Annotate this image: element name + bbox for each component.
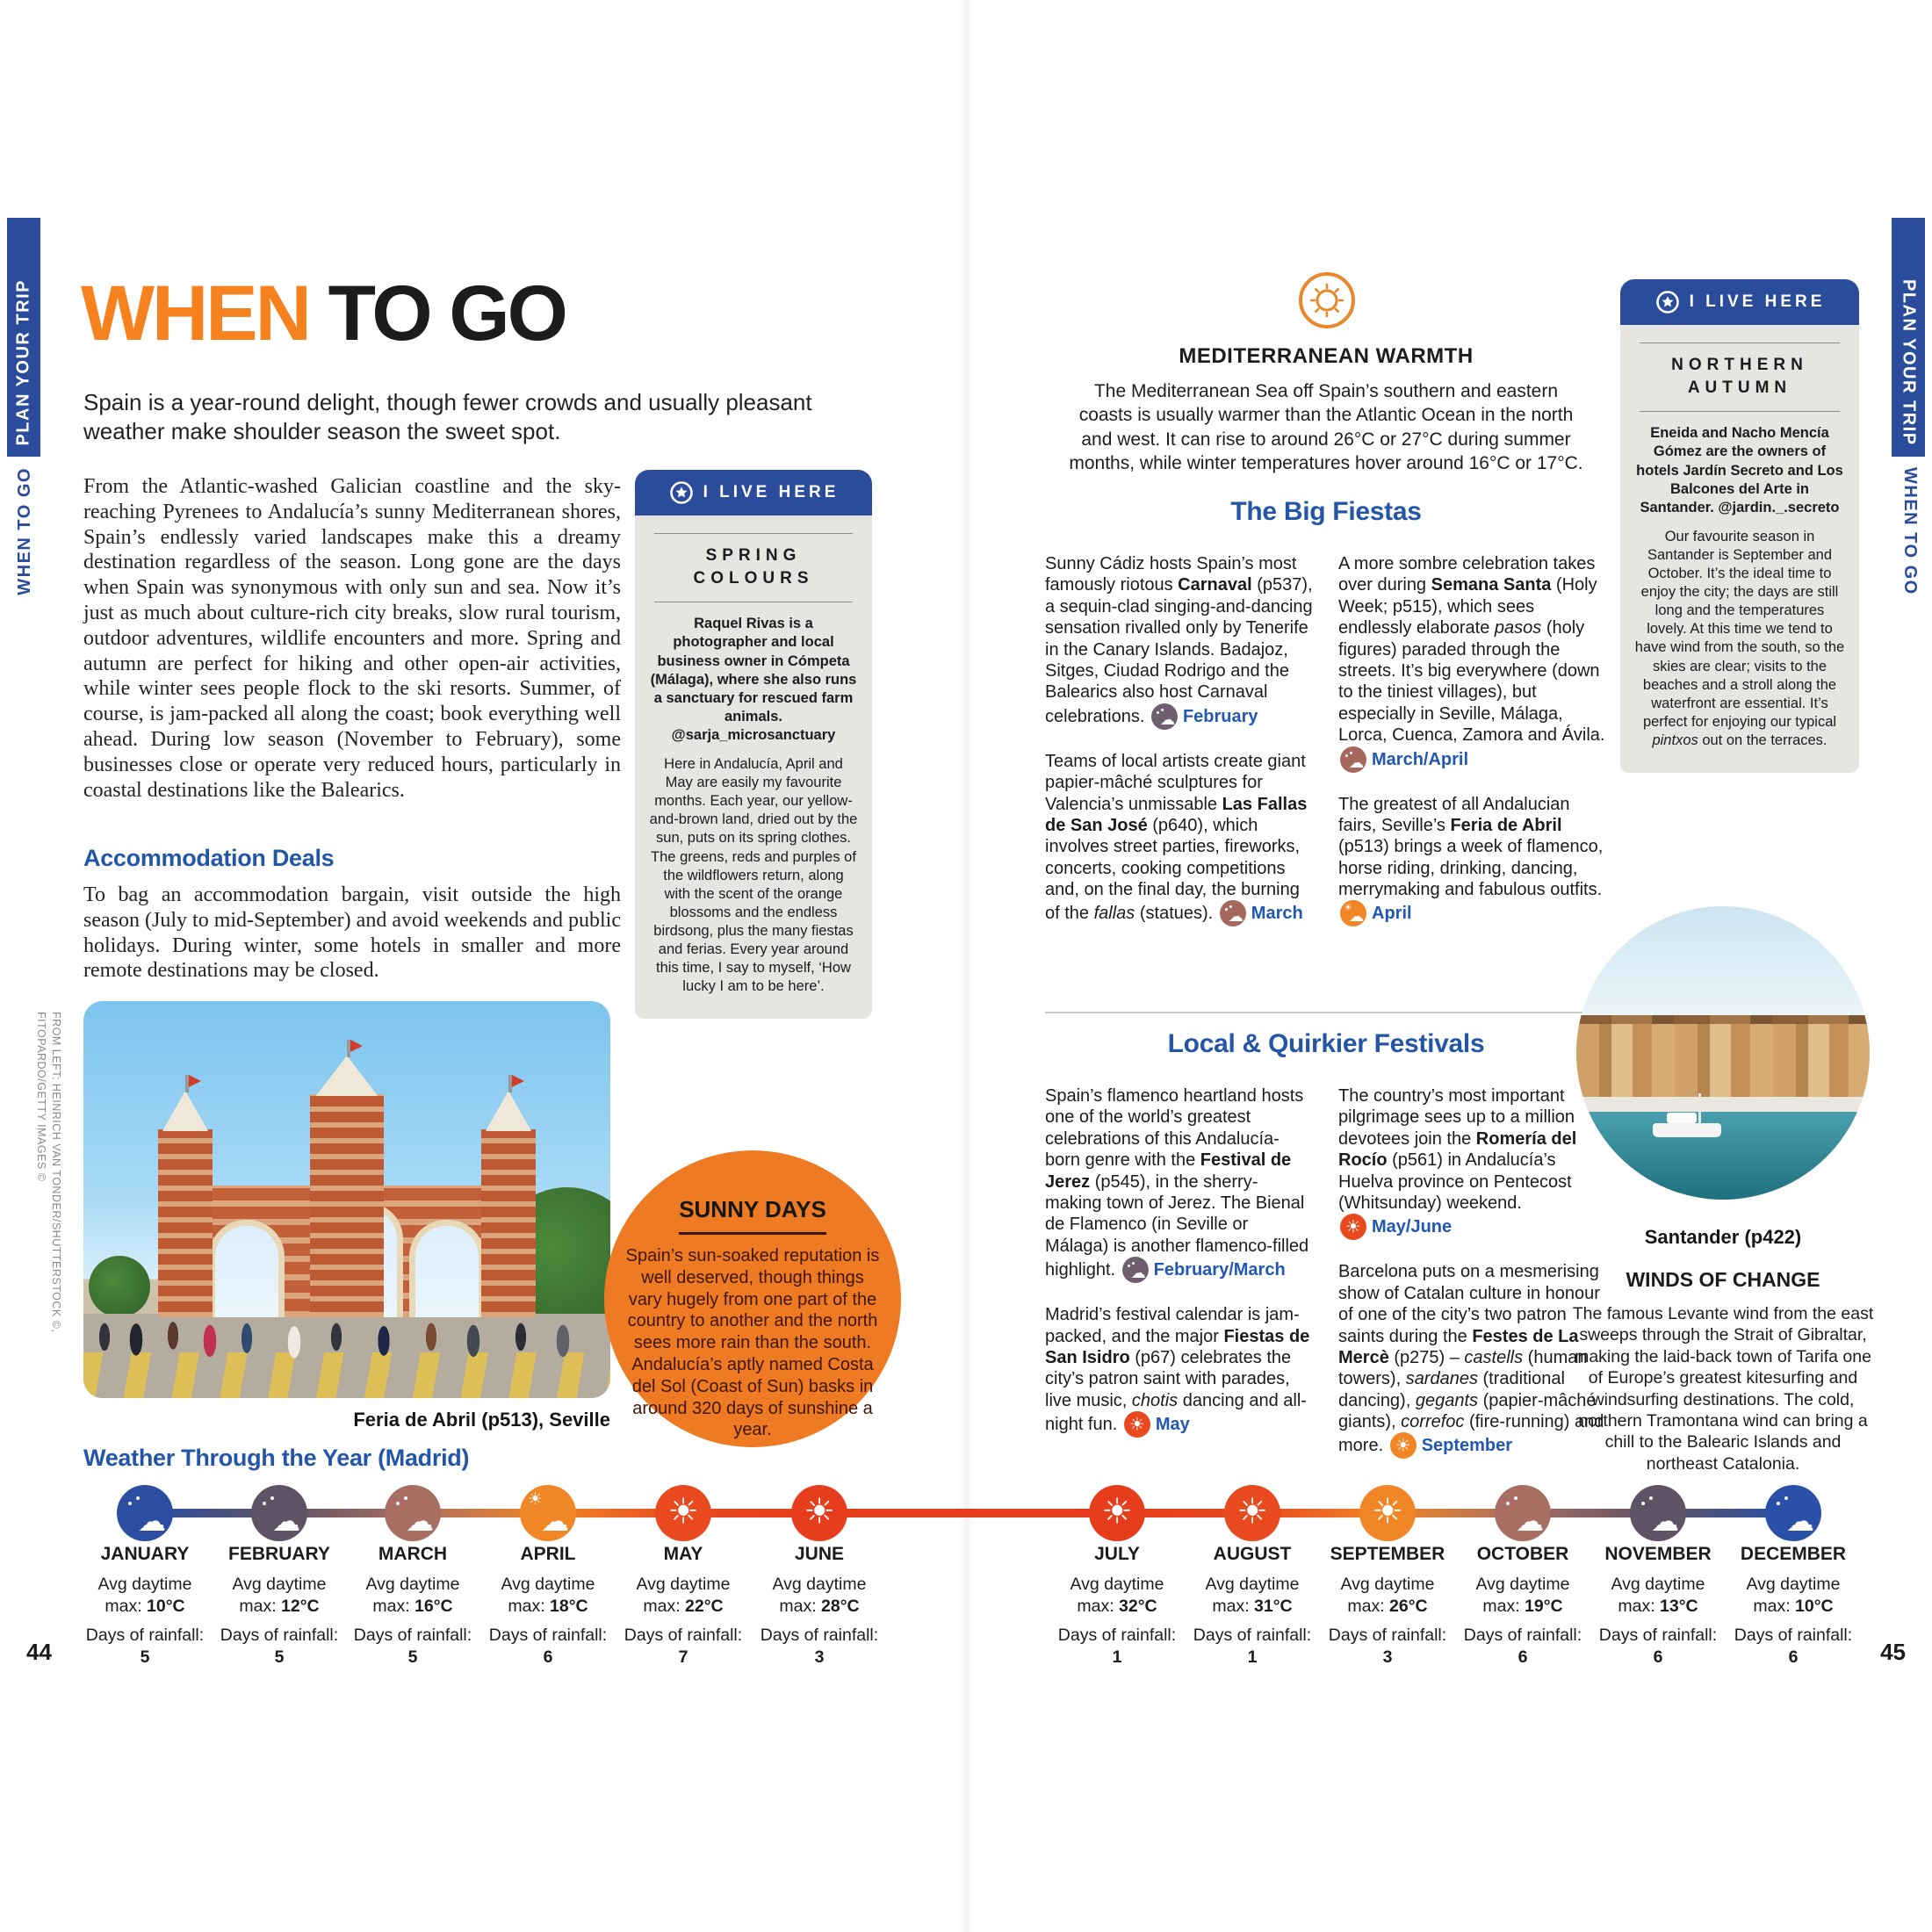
gate-flag [185, 1075, 189, 1092]
gate-tower-left [158, 1129, 213, 1317]
month-name: FEBRUARY [228, 1544, 330, 1564]
text-run: Madrid’s festival calendar is jam-packed, and the major [1045, 1305, 1300, 1346]
text-run: out on the terraces. [1698, 732, 1827, 749]
live-here-quote [1634, 528, 1845, 750]
timeline-month-june [742, 1544, 897, 1669]
gate-flag [347, 1040, 350, 1057]
temp-value: 19°C [1525, 1596, 1563, 1616]
sun-glyph: ☀ [1372, 1491, 1403, 1532]
text-run: chotis [1131, 1390, 1179, 1410]
suncloud-icon [1340, 900, 1366, 926]
cloud-glyph: ☁ [1228, 908, 1244, 926]
avg-daytime-max: Avg daytime max: 26°C [1340, 1575, 1435, 1616]
temp-value: 18°C [550, 1596, 588, 1616]
text-run: dancing and all-night fun. [1045, 1390, 1307, 1435]
sidebar-tab-when-to-go-left [15, 467, 35, 595]
festival-item [1045, 1304, 1314, 1438]
timeline-suncloud-icon [520, 1485, 576, 1541]
rainfall-value: 6 [1788, 1647, 1799, 1667]
month-tag: ☁ March [1218, 904, 1303, 923]
festival-item [1045, 751, 1314, 927]
sidebar-tab-plan-your-trip-right [1892, 218, 1925, 457]
text-run: (holy figures) paraded through the streets. It’s big everywhere (down to the tiniest villages), but especially in Seville, Málaga, Lorca, Cuenca, Zamora and Ávila. [1338, 618, 1605, 746]
sun-glyph: ☀ [528, 1489, 544, 1509]
text-run: Barcelona puts on a mesmerising show of Catalan culture in honour of one of the city’s two patron saints during the [1338, 1262, 1600, 1346]
month-tag: ☁ February [1150, 707, 1258, 726]
live-here-title: SPRING COLOURS [654, 533, 853, 602]
live-here-header [635, 470, 872, 515]
text-run: Feria de Abril [1450, 815, 1562, 835]
month-name: DECEMBER [1740, 1544, 1847, 1564]
rainfall-value: 5 [407, 1647, 418, 1667]
timeline-month-october [1445, 1544, 1600, 1669]
cloud-glyph: ☁ [1651, 1504, 1679, 1538]
sun-glyph: ☀ [1344, 902, 1352, 914]
festival-item [1045, 1085, 1314, 1283]
winds-of-change-title: WINDS OF CHANGE [1626, 1268, 1820, 1291]
text-run: (p513) brings a week of flamenco, horse riding, drinking, dancing, merrymaking and fabulous outfits. [1338, 837, 1604, 900]
text-run: Romería del Rocío [1338, 1128, 1577, 1171]
text-run: gegants [1415, 1390, 1479, 1410]
month-name: MARCH [378, 1544, 448, 1564]
timeline-month-august [1175, 1544, 1330, 1669]
timeline-month-january [68, 1544, 222, 1669]
temp-value: 13°C [1660, 1596, 1698, 1616]
temp-value: 26°C [1389, 1596, 1428, 1616]
text-run: correfoc [1401, 1412, 1465, 1432]
cloud-icon [1220, 900, 1246, 926]
cloud-glyph: ☁ [1159, 710, 1175, 729]
live-here-body [1620, 325, 1859, 773]
days-of-rainfall: Days of rainfall: 5 [353, 1625, 472, 1667]
rainfall-value: 6 [1517, 1647, 1528, 1667]
text-run: pintxos [1652, 732, 1698, 749]
text-run: sardanes [1405, 1369, 1478, 1389]
text-run: Festival de Jerez [1045, 1150, 1292, 1192]
festival-item [1338, 794, 1609, 927]
live-here-label: I LIVE HERE [1689, 292, 1826, 311]
text-run: Teams of local artists create giant papier-mâché sculptures for Valencia’s unmissable [1045, 751, 1306, 814]
crowd-silhouettes [83, 1298, 610, 1363]
cloud-glyph: ☁ [406, 1504, 434, 1538]
text-run: (traditional dancing), [1338, 1369, 1565, 1410]
sun-glyph: ☀ [667, 1491, 699, 1532]
text-run: castells [1464, 1347, 1524, 1367]
sparkle-dots [263, 1502, 266, 1505]
timeline-month-july [1040, 1544, 1194, 1669]
avg-daytime-max: Avg daytime max: 13°C [1611, 1575, 1705, 1616]
avg-daytime-max: Avg daytime max: 22°C [636, 1575, 731, 1616]
text-run: Carnaval [1178, 575, 1252, 595]
timeline-sun-icon [655, 1485, 711, 1541]
tab-page-label: WHEN TO GO [15, 467, 34, 595]
page-gutter [960, 0, 974, 1932]
temp-value: 22°C [685, 1596, 724, 1616]
month-tag: ☀ ☁ April [1338, 904, 1412, 923]
santander-photo [1576, 906, 1870, 1200]
temp-value: 10°C [147, 1596, 185, 1616]
rainfall-value: 3 [814, 1647, 825, 1667]
month-name: AUGUST [1213, 1544, 1292, 1564]
temp-value: 16°C [415, 1596, 453, 1616]
feria-gate [158, 1080, 536, 1317]
avg-daytime-max: Avg daytime max: 31°C [1205, 1575, 1300, 1616]
festival-item [1045, 553, 1314, 730]
winds-of-change-body: The famous Levante wind from the east sweeps through the Strait of Gibraltar, making the laid-back town of Tarifa one of Europe’s greatest kitesurfing and windsurfing destinations. The cold, northern Tramontana wind can bring a chill to the Balearic Islands and northeast Catalonia. [1572, 1304, 1874, 1474]
days-of-rainfall: Days of rainfall: 6 [1463, 1625, 1582, 1667]
timeline-month-november [1581, 1544, 1735, 1669]
month-name: JUNE [794, 1544, 845, 1564]
timeline-cloud-icon [1495, 1485, 1551, 1541]
sidebar-tab-plan-your-trip-left [7, 218, 40, 457]
sun-glyph: ☀ [1395, 1435, 1411, 1457]
local-festivals-col1 [1045, 1085, 1314, 1459]
cloud-icon [1340, 746, 1366, 773]
avg-daytime-max: Avg daytime max: 19°C [1475, 1575, 1570, 1616]
sun-glyph: ☀ [1345, 1215, 1361, 1237]
rainfall-value: 7 [678, 1647, 688, 1667]
sun-glyph: ☀ [804, 1491, 835, 1532]
live-here-label: I LIVE HERE [703, 483, 840, 501]
rainfall-value: 1 [1112, 1647, 1122, 1667]
timeline-month-march [335, 1544, 490, 1669]
timeline-cloud-icon [251, 1485, 307, 1541]
days-of-rainfall: Days of rainfall: 5 [85, 1625, 205, 1667]
pin-star-icon [1654, 289, 1681, 315]
cloud-glyph: ☁ [541, 1504, 569, 1538]
sparkle-dots [1777, 1502, 1780, 1505]
page-number-right: 45 [1880, 1639, 1906, 1665]
sparkle-dots [1641, 1502, 1645, 1505]
cloud-glyph: ☁ [138, 1504, 166, 1538]
sparkle-dots [1345, 754, 1348, 757]
days-of-rainfall: Days of rainfall: 1 [1193, 1625, 1312, 1667]
big-fiestas-heading: The Big Fiestas [1230, 497, 1422, 526]
accommodation-body: To bag an accommodation bargain, visit outside the high season (July to mid-September) and avoid weekends and public holidays. During winter, some hotels in smaller and more remote destinations may be closed. [83, 883, 621, 983]
page-title-rest: TO GO [308, 269, 566, 357]
gate-spire [310, 1056, 384, 1096]
cloud-glyph: ☁ [272, 1504, 300, 1538]
tab-page-label: WHEN TO GO [1900, 467, 1920, 595]
avg-daytime-max: Avg daytime max: 12°C [232, 1575, 327, 1616]
avg-daytime-max: Avg daytime max: 18°C [501, 1575, 595, 1616]
festival-item [1338, 1085, 1609, 1240]
days-of-rainfall: Days of rainfall: 5 [220, 1625, 339, 1667]
live-here-body [635, 515, 872, 1019]
text-run: (p561) in Andalucía’s Huelva province on Pentecost (Whitsunday) weekend. [1338, 1150, 1572, 1213]
month-name: NOVEMBER [1604, 1544, 1712, 1564]
text-run: (p640), which involves street parties, fireworks, concerts, cooking competitions and, on the final day, the burning of the [1045, 815, 1301, 924]
avg-daytime-max: Avg daytime max: 28°C [772, 1575, 867, 1616]
page-subtitle: Spain is a year-round delight, though fewer crowds and usually pleasant weather make shoulder season the sweet spot. [83, 389, 812, 445]
days-of-rainfall: Days of rainfall: 6 [1734, 1625, 1853, 1667]
timeline-sun-icon [1359, 1485, 1416, 1541]
month-tag: ☁ February/March [1121, 1260, 1286, 1280]
local-festivals-heading: Local & Quirkier Festivals [1167, 1029, 1485, 1058]
santander-caption: Santander (p422) [1644, 1226, 1802, 1248]
sun-glyph: ☀ [1101, 1491, 1133, 1532]
rainfall-value: 6 [543, 1647, 553, 1667]
month-tag: ☁ March/April [1338, 750, 1468, 769]
gate-tower-center [310, 1094, 384, 1317]
timeline-month-may [606, 1544, 761, 1669]
timeline-cloud-icon [117, 1485, 173, 1541]
cloud-icon [1122, 1257, 1149, 1283]
section-divider [1045, 1012, 1607, 1013]
timeline-month-april [471, 1544, 625, 1669]
sky [1576, 906, 1870, 1029]
month-name: SEPTEMBER [1330, 1544, 1445, 1564]
sea [1576, 1112, 1870, 1200]
timeline-sun-icon [791, 1485, 847, 1541]
sunny-days-title: SUNNY DAYS [679, 1196, 826, 1235]
waterfront-buildings [1576, 1024, 1870, 1098]
live-here-contributor: Eneida and Nacho Mencía Gómez are the owners of hotels Jardín Secreto and Los Balcones del Arte in Santander. @jardin._.secreto [1636, 425, 1843, 515]
sun-icon [1124, 1411, 1150, 1438]
boat [1653, 1123, 1721, 1137]
feria-photo [83, 1001, 610, 1398]
month-tag: ☀ May [1122, 1415, 1190, 1434]
page-number-left: 44 [26, 1639, 52, 1665]
mediterranean-warmth-body: The Mediterranean Sea off Spain’s southern and eastern coasts is usually warmer than the Atlantic Ocean in the north and west. It can rise to around 26°C or 27°C during summer months, while winter temperatures hover around 16°C or 17°C. [1069, 381, 1583, 473]
live-here-title: NORTHERN AUTUMN [1640, 342, 1840, 412]
live-here-box-autumn [1620, 279, 1859, 773]
gate-flag [508, 1075, 512, 1092]
text-run: Semana Santa [1431, 575, 1552, 595]
text-run: (statues). [1135, 904, 1218, 924]
sun-icon [1297, 270, 1357, 330]
text-run: The country’s most important pilgrimage sees up to a million devotees join the [1338, 1086, 1575, 1149]
rainfall-value: 5 [274, 1647, 285, 1667]
tab-section-label: PLAN YOUR TRIP [13, 279, 33, 446]
gate-tower-right [481, 1129, 536, 1317]
pin-star-icon [668, 479, 695, 506]
days-of-rainfall: Days of rainfall: 7 [624, 1625, 743, 1667]
text-run: Fiestas de San Isidro [1045, 1326, 1310, 1367]
festival-item [1338, 553, 1609, 773]
cloud-glyph: ☁ [1349, 908, 1364, 926]
text-run: (p537), a sequin-clad singing-and-dancing sensation rivalled only by Tenerife in the Canary Islands. Badajoz, Sitges, Ciudad Rodrigo and the Balearics also host Carnaval celebrations. [1045, 575, 1313, 726]
text-run: The greatest of all Andalucian fairs, Seville’s [1338, 794, 1570, 835]
rainfall-value: 6 [1653, 1647, 1663, 1667]
sunny-days-body: Spain’s sun-soaked reputation is well deserved, though things vary hugely from one part of the country to another and the north sees more rain than the south. Andalucía’s aptly named Costa del Sol (Coast of Sun) basks in around 320 days of sunshine a year. [625, 1246, 880, 1440]
timeline-cloud-icon [1630, 1485, 1686, 1541]
sparkle-dots [1128, 1265, 1130, 1267]
sunny-days-circle [604, 1150, 901, 1447]
text-run: Spain’s flamenco heartland hosts one of the world’s greatest celebrations of this Andalucía-born genre with the [1045, 1086, 1304, 1171]
sun-glyph: ☀ [1128, 1413, 1145, 1435]
timeline-month-february [202, 1544, 357, 1669]
big-fiestas-col2 [1338, 553, 1609, 948]
sun-glyph: ☀ [1236, 1491, 1268, 1532]
cloud-glyph: ☁ [1349, 753, 1364, 772]
month-name: OCTOBER [1476, 1544, 1569, 1564]
rainfall-value: 3 [1382, 1647, 1393, 1667]
big-fiestas-col1 [1045, 553, 1314, 948]
month-tag: ☀ September [1388, 1436, 1512, 1455]
temp-value: 10°C [1795, 1596, 1834, 1616]
sparkle-dots [1157, 711, 1159, 714]
avg-daytime-max: Avg daytime max: 16°C [365, 1575, 460, 1616]
text-run: (p545), in the sherry-making town of Jerez. The Bienal de Flamenco (in Seville or Málaga) is another flamenco-filled highlight. [1045, 1171, 1309, 1280]
days-of-rainfall: Days of rainfall: 6 [488, 1625, 608, 1667]
live-here-quote: Here in Andalucía, April and May are easily my favourite months. Each year, our yellow-and-brown land, dried out by the sun, puts on its spring clothes. The greens, reds and purples of the wildflowers return, along with the scent of the orange blossoms and the endless birdsong, plus the many fiestas and ferias. Every year around this time, I say to myself, ‘How lucky I am to be here’. [649, 756, 858, 995]
timeline-sun-icon [1089, 1485, 1145, 1541]
sparkle-dots [128, 1502, 132, 1505]
temp-value: 31°C [1254, 1596, 1293, 1616]
text-run: Las Fallas de San José [1045, 794, 1308, 835]
timeline-month-september [1310, 1544, 1465, 1669]
cloud-glyph: ☁ [1516, 1504, 1544, 1538]
days-of-rainfall: Days of rainfall: 3 [760, 1625, 879, 1667]
tab-section-label: PLAN YOUR TRIP [1899, 279, 1919, 446]
days-of-rainfall: Days of rainfall: 1 [1057, 1625, 1177, 1667]
days-of-rainfall: Days of rainfall: 6 [1598, 1625, 1718, 1667]
live-here-box-spring [635, 470, 872, 1019]
sun-icon [1340, 1214, 1366, 1240]
sparkle-dots [1225, 908, 1228, 911]
intro-paragraph: From the Atlantic-washed Galician coastline and the sky-reaching Pyrenees to Andalucía’s sunny Mediterranean shores, Spain’s endlessly varied landscapes make this a dreamy destination regardless of the season. Long gone are the days when Spain was synonymous with only sun and sea. Now it’s just as much about culture-rich city breaks, slow rural tourism, outdoor adventures, wildlife encounters and more. Spring and autumn are perfect for hiking and other open-air activities, while winter sees people flock to the ski resorts. Summer, of course, is jam-packed all along the coast; book everything well ahead. During low season (November to February), some businesses close or operate very reduced hours, particularly in coastal destinations like the Balearics. [83, 475, 621, 802]
live-here-contributor: Raquel Rivas is a photographer and local business owner in Cómpeta (Málaga), where she also runs a sanctuary for rescued farm animals. @sarja_microsanctuary [650, 616, 857, 743]
month-name: JANUARY [100, 1544, 190, 1564]
text-run: (fire-running) and more. [1338, 1412, 1604, 1456]
photo-credit: FROM LEFT: HEINRICH VAN TONDER/SHUTTERSTOCK ©, FITOPARDO/GETTY IMAGES © [35, 1012, 62, 1333]
text-run: (human towers), [1338, 1347, 1588, 1389]
text-run: Festes de La Mercè [1338, 1326, 1579, 1367]
gate-spire [481, 1091, 536, 1131]
text-run: (papier-mâché giants), [1338, 1390, 1597, 1432]
text-run: pasos [1494, 618, 1542, 638]
cloud-icon [1151, 703, 1178, 730]
page-title [81, 269, 566, 357]
promenade [1576, 1097, 1870, 1112]
gate-spire [158, 1091, 213, 1131]
avg-daytime-max: Avg daytime max: 10°C [97, 1575, 192, 1616]
text-run: Our favourite season in Santander is September and October. It’s the ideal time to enjoy the city; the days are still long and the temperatures lovely. At this time we tend to have wind from the south, so the skies are clear; visits to the beaches and a stroll along the waterfront are essential. It’s perfect for enjoying our typical [1634, 528, 1845, 730]
temp-value: 28°C [821, 1596, 860, 1616]
timeline-month-december [1716, 1544, 1871, 1669]
feria-photo-caption: Feria de Abril (p513), Seville [353, 1409, 610, 1431]
cloud-glyph: ☁ [1786, 1504, 1814, 1538]
rainfall-value: 5 [140, 1647, 150, 1667]
month-name: APRIL [520, 1544, 576, 1564]
mediterranean-warmth-title: MEDITERRANEAN WARMTH [1179, 344, 1474, 368]
days-of-rainfall: Days of rainfall: 3 [1328, 1625, 1447, 1667]
rainfall-value: 1 [1247, 1647, 1258, 1667]
cloud-glyph: ☁ [1130, 1265, 1146, 1283]
text-run: (p275) – [1388, 1347, 1465, 1367]
accommodation-heading: Accommodation Deals [83, 845, 335, 871]
weather-heading: Weather Through the Year (Madrid) [83, 1445, 470, 1471]
temp-value: 12°C [281, 1596, 320, 1616]
timeline-sun-icon [1224, 1485, 1280, 1541]
month-name: JULY [1094, 1544, 1140, 1564]
page-title-accent: WHEN [81, 269, 309, 357]
avg-daytime-max: Avg daytime max: 32°C [1070, 1575, 1164, 1616]
month-tag: ☀ May/June [1338, 1217, 1452, 1236]
text-run: (Holy Week; p515), which sees endlessly elaborate [1338, 575, 1597, 638]
text-run: Sunny Cádiz hosts Spain’s most famously riotous [1045, 554, 1297, 595]
month-name: MAY [663, 1544, 703, 1564]
sparkle-dots [1506, 1502, 1510, 1505]
text-run: A more sombre celebration takes over during [1338, 554, 1596, 595]
text-run: fallas [1093, 904, 1135, 924]
avg-daytime-max: Avg daytime max: 10°C [1746, 1575, 1841, 1616]
sparkle-dots [396, 1502, 400, 1505]
sun-icon [1390, 1432, 1417, 1459]
text-run: (p67) celebrates the city’s patron saint with parades, live music, [1045, 1347, 1292, 1410]
live-here-header [1620, 279, 1859, 325]
sidebar-tab-when-to-go-right [1900, 467, 1920, 595]
timeline-cloud-icon [1765, 1485, 1821, 1541]
timeline-cloud-icon [385, 1485, 441, 1541]
temp-value: 32°C [1119, 1596, 1157, 1616]
